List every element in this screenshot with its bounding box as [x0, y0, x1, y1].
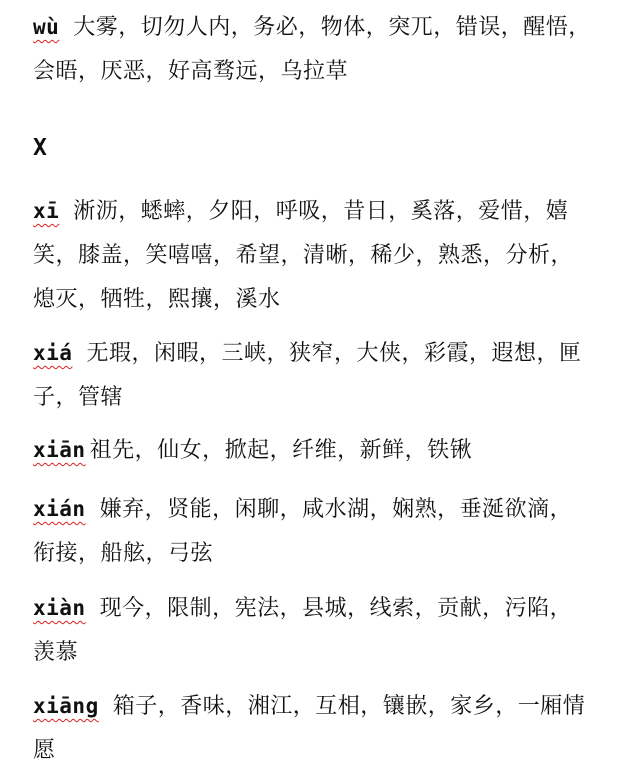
word-list: 大雾，切勿人内，务必，物体，突兀，错误，醒悟，会晤，厌恶，好高骛远，乌拉草 — [33, 15, 591, 84]
word-list: 嫌弃，贤能，闲聊，咸水湖，娴熟，垂涎欲滴，衔接，船舷，弓弦 — [33, 497, 573, 566]
section-letter-heading: X — [33, 135, 47, 161]
pinyin-label: xián — [33, 497, 86, 521]
pinyin-label: wù — [33, 15, 60, 39]
entry-xiang1 — [33, 684, 593, 773]
pinyin-label: xiān — [33, 438, 86, 462]
pinyin-label: xiāng — [33, 694, 99, 718]
entry-xian1 — [33, 428, 593, 473]
word-list: 现今，限制，宪法，县城，线索，贡献，污陷，羡慕 — [33, 596, 573, 665]
entry-xi — [33, 189, 593, 322]
entry-wu — [33, 5, 593, 94]
pinyin-label: xiàn — [33, 596, 86, 620]
word-list: 淅沥，蟋蟀，夕阳，呼吸，昔日，奚落，爱惜，嬉笑，膝盖，笑嘻嘻，希望，清晰，稀少，熟悉，分析，熄灭，牺牲，熙攘，溪水 — [33, 199, 574, 312]
word-list: 箱子，香味，湘江，互相，镶嵌，家乡，一厢情愿 — [33, 694, 586, 763]
entry-xian2 — [33, 487, 593, 576]
word-list: 无瑕，闲暇，三峡，狭窄，大侠，彩霞，遐想，匣子，管辖 — [33, 341, 582, 410]
word-list: 祖先，仙女，掀起，纤维，新鲜，铁锹 — [89, 438, 473, 463]
entry-xian4 — [33, 586, 593, 675]
pinyin-label: xiá — [33, 341, 73, 365]
pinyin-label: xī — [33, 199, 60, 223]
entry-xia2 — [33, 331, 593, 420]
